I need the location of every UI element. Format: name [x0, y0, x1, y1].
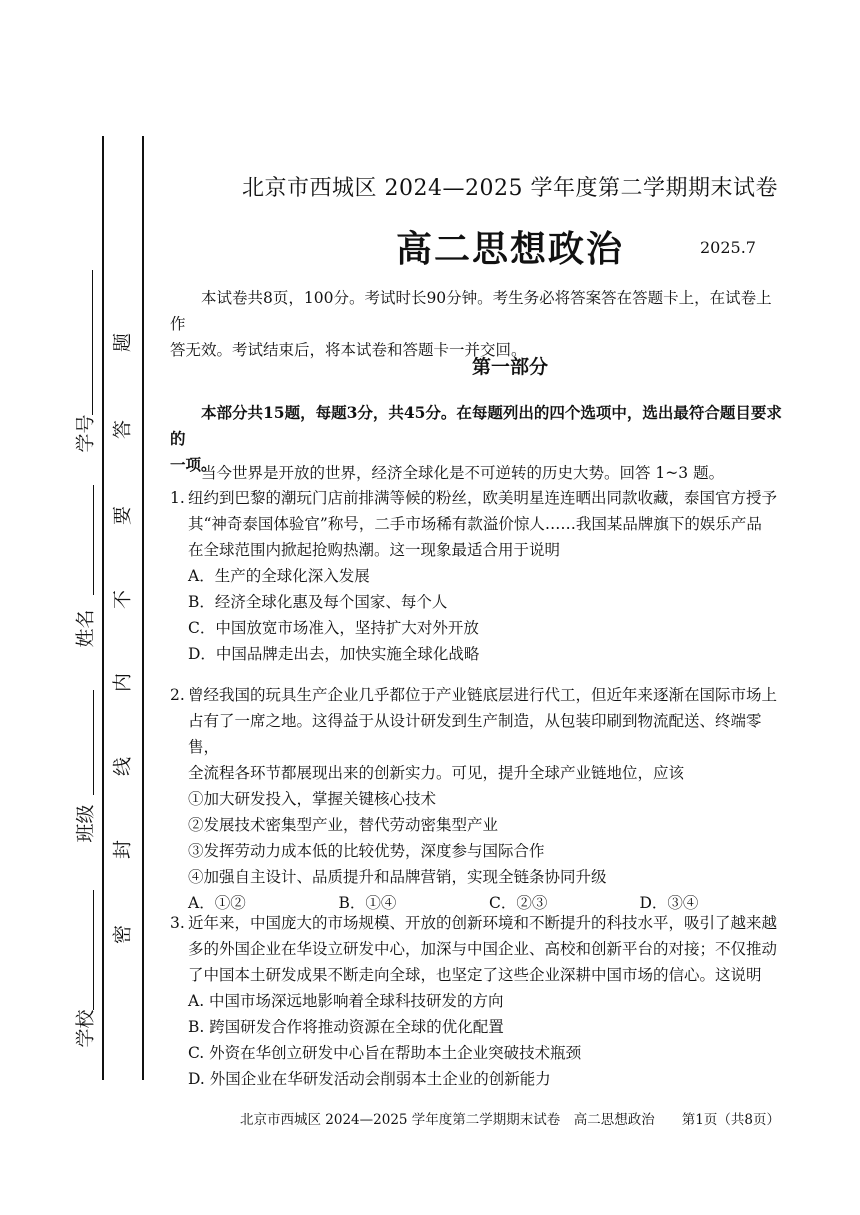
- stem-line: 占有了一席之地。这得益于从设计研发到生产制造，从包装印刷到物流配送、终端零售，: [188, 712, 762, 756]
- stem-line: 其“神奇泰国体验官”称号，二手市场稀有款溢价惊人……我国某品牌旗下的娱乐产品: [188, 515, 762, 533]
- choice-b[interactable]: B．①④: [338, 894, 397, 912]
- option-d[interactable]: D．中国品牌走出去，加快实施全球化战略: [188, 645, 480, 663]
- seal-char-bu: 不: [111, 590, 134, 610]
- student-id-blank[interactable]: [92, 270, 93, 415]
- stem-line: 全流程各环节都展现出来的创新实力。可见，提升全球产业链地位，应该: [188, 764, 685, 782]
- school-blank[interactable]: [93, 890, 94, 1010]
- question-2: [170, 682, 790, 916]
- name-blank[interactable]: [93, 485, 94, 595]
- part-description-line-1: 本部分共15题，每题3分，共45分。在每题列出的四个选项中，选出最符合题目要求的: [170, 403, 782, 448]
- question-stem: [188, 485, 790, 563]
- question-number: 2.: [170, 686, 185, 704]
- stem-line: 近年来，中国庞大的市场规模、开放的创新环境和不断提升的科技水平，吸引了越来越: [188, 914, 778, 932]
- seal-char-nei: 内: [111, 673, 134, 693]
- statement-4: ④加强自主设计、品质提升和品牌营销，实现全链条协同升级: [188, 868, 607, 886]
- stem-line: 纽约到巴黎的潮玩门店前排满等候的粉丝，欧美明星连连晒出同款收藏，泰国官方授予: [188, 489, 778, 507]
- option-b[interactable]: B．经济全球化惠及每个国家、每个人: [188, 593, 448, 611]
- stem-line: 了中国本土研发成果不断走向全球，也坚定了这些企业深耕中国市场的信心。这说明: [188, 966, 762, 984]
- statement-1: ①加大研发投入，掌握关键核心技术: [188, 790, 437, 808]
- subject-title: 高二思想政治: [395, 228, 624, 270]
- option-c[interactable]: C. 外资在华创立研发中心旨在帮助本土企业突破技术瓶颈: [188, 1044, 582, 1062]
- option-b[interactable]: B. 跨国研发合作将推动资源在全球的优化配置: [188, 1018, 504, 1036]
- choice-d[interactable]: D．③④: [639, 894, 699, 912]
- instructions-line-1: 本试卷共8页，100分。考试时长90分钟。考生务必将答案答在答题卡上，在试卷上作: [170, 289, 772, 333]
- choice-c[interactable]: C．②③: [489, 894, 548, 912]
- option-c[interactable]: C．中国放宽市场准入，坚持扩大对外开放: [188, 619, 479, 637]
- option-a[interactable]: A. 中国市场深远地影响着全球科技研发的方向: [188, 992, 504, 1010]
- choice-a[interactable]: A．①②: [188, 894, 246, 912]
- class-blank[interactable]: [93, 690, 94, 795]
- option-d[interactable]: D. 外国企业在华研发活动会削弱本土企业的创新能力: [188, 1070, 551, 1088]
- page-footer: 北京市西城区 2024—2025 学年度第二学期期末试卷 高二思想政治 第1页（共8页）: [240, 1112, 780, 1128]
- exam-date: 2025.7: [700, 238, 756, 257]
- seal-char-feng: 封: [111, 840, 134, 860]
- stem-line: 多的外国企业在华设立研发中心，加深与中国企业、高校和创新平台的对接；不仅推动: [188, 940, 778, 958]
- question-3: [170, 910, 790, 1092]
- seal-char-da: 答: [111, 420, 134, 440]
- question-number: 3.: [170, 914, 185, 932]
- part-description-line-2: 一项。: [170, 455, 217, 474]
- instructions-line-2: 答无效。考试结束后，将本试卷和答题卡一并交回。: [170, 341, 527, 359]
- question-1: [170, 485, 790, 667]
- question-stem: [188, 682, 790, 786]
- name-label: 姓名: [74, 609, 97, 648]
- option-a[interactable]: A．生产的全球化深入发展: [188, 567, 370, 585]
- student-id-label: 学号: [74, 414, 97, 453]
- group-intro: 当今世界是开放的世界，经济全球化是不可逆转的历史大势。回答 1~3 题。: [201, 464, 725, 482]
- question-stem: [188, 910, 790, 988]
- stem-line: 曾经我国的玩具生产企业几乎都位于产业链底层进行代工，但近年来逐渐在国际市场上: [188, 686, 778, 704]
- statement-3: ③发挥劳动力成本低的比较优势，深度参与国际合作: [188, 842, 545, 860]
- stem-line: 在全球范围内掀起抢购热潮。这一现象最适合用于说明: [188, 541, 561, 559]
- seal-char-xian: 线: [111, 757, 134, 777]
- binding-line-outer: [102, 136, 104, 1080]
- statement-2: ②发展技术密集型产业，替代劳动密集型产业: [188, 816, 499, 834]
- exam-title: 北京市西城区 2024—2025 学年度第二学期期末试卷: [242, 176, 778, 201]
- seal-char-yao: 要: [111, 506, 134, 526]
- part-heading: 第一部分: [471, 356, 548, 378]
- school-label: 学校: [74, 1009, 97, 1048]
- seal-char-ti: 题: [111, 333, 134, 353]
- class-label: 班级: [74, 804, 97, 843]
- question-number: 1.: [170, 489, 185, 507]
- binding-line-inner: [142, 136, 144, 1080]
- student-id-field[interactable]: [74, 270, 93, 415]
- seal-char-mi: 密: [111, 925, 134, 945]
